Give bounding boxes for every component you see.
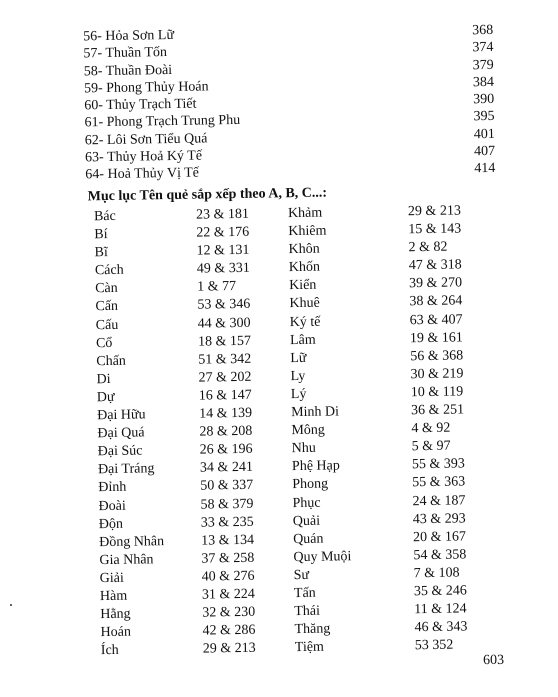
index-name-right: Ký tế <box>289 314 321 330</box>
page-number: 603 <box>482 652 505 669</box>
index-name-right: Minh Di <box>291 404 340 421</box>
toc-entry-title: 56- Hỏa Sơn Lữ <box>83 27 175 45</box>
index-heading: Mục lục Tên quẻ sắp xếp theo A, B, C...: <box>87 185 328 205</box>
index-ref-right: 43 & 293 <box>412 511 466 527</box>
index-name-left: Bí <box>94 227 108 243</box>
index-name-right: Tấn <box>293 585 316 602</box>
index-ref-left: 22 & 176 <box>196 224 250 241</box>
index-ref-left: 53 & 346 <box>197 297 251 314</box>
index-ref-right: 30 & 219 <box>410 366 464 383</box>
index-name-right: Khiêm <box>288 223 327 240</box>
toc-entry-title: 58- Thuần Đoài <box>83 62 173 79</box>
index-name-right: Ly <box>290 368 306 384</box>
toc-entry-page: 395 <box>473 109 495 125</box>
index-name-left: Bĩ <box>94 245 108 261</box>
index-name-right: Tiệm <box>294 639 325 656</box>
index-name-right: Quán <box>293 531 324 547</box>
index-name-left: Cấu <box>95 317 119 333</box>
toc-entry-title: 60- Thủy Trạch Tiết <box>84 96 197 114</box>
toc-entry-title: 62- Lôi Sơn Tiểu Quá <box>84 131 208 149</box>
index-ref-left: 29 & 213 <box>202 640 256 657</box>
index-ref-left: 16 & 147 <box>198 387 252 404</box>
index-name-right: Phục <box>292 495 321 511</box>
index-name-right: Phong <box>292 476 329 493</box>
index-name-left: Hoán <box>100 624 132 641</box>
index-name-left: Gia Nhân <box>99 552 154 568</box>
hexagram-index <box>92 202 499 661</box>
toc-entry-page: 407 <box>473 143 496 160</box>
index-name-left: Di <box>96 371 111 388</box>
index-ref-right: 39 & 270 <box>409 275 463 292</box>
index-ref-left: 32 & 230 <box>202 604 256 621</box>
index-name-left: Cổ <box>95 335 113 351</box>
index-ref-right: 46 & 343 <box>414 619 468 636</box>
index-ref-left: 18 & 157 <box>197 333 252 350</box>
index-ref-right: 38 & 264 <box>409 293 463 310</box>
index-ref-right: 11 & 124 <box>414 601 467 618</box>
index-ref-left: 44 & 300 <box>197 315 251 332</box>
index-name-right: Khuê <box>289 296 320 312</box>
index-ref-left: 12 & 131 <box>196 242 250 259</box>
index-ref-right: 20 & 167 <box>412 529 467 545</box>
index-ref-left: 28 & 208 <box>199 423 253 440</box>
index-name-left: Cách <box>94 263 124 279</box>
toc-entry-page: 401 <box>473 126 495 143</box>
index-name-left: Đại Quá <box>97 425 145 442</box>
index-ref-left: 1 & 77 <box>197 279 237 295</box>
index-name-left: Hằng <box>100 606 131 623</box>
index-name-right: Lâm <box>289 332 316 348</box>
index-name-right: Nhu <box>291 440 316 457</box>
index-ref-right: 55 & 393 <box>411 456 465 473</box>
table-of-contents-list <box>83 22 495 184</box>
index-name-right: Quải <box>292 513 321 529</box>
index-name-left: Đại Súc <box>97 443 143 460</box>
toc-entry-title: 61- Phong Trạch Trung Phu <box>84 113 241 131</box>
index-ref-left: 34 & 241 <box>199 460 254 476</box>
index-ref-right: 29 & 213 <box>407 203 462 220</box>
toc-entry-page: 414 <box>474 161 496 177</box>
toc-entry-page: 379 <box>472 57 494 73</box>
index-name-left: Chấn <box>96 353 126 369</box>
index-ref-right: 10 & 119 <box>410 384 464 401</box>
index-ref-left: 58 & 379 <box>200 496 254 513</box>
index-name-left: Độn <box>98 516 124 532</box>
index-ref-left: 23 & 181 <box>195 206 250 223</box>
index-ref-right: 63 & 407 <box>409 312 463 328</box>
index-ref-right: 55 & 363 <box>412 474 466 491</box>
index-ref-right: 24 & 187 <box>412 492 466 509</box>
index-name-left: Cấn <box>95 299 119 315</box>
toc-entry-title: 64- Hoả Thủy Vị Tế <box>85 165 200 183</box>
index-name-left: Bác <box>93 208 116 225</box>
index-ref-left: 31 & 224 <box>201 586 255 603</box>
index-ref-right: 4 & 92 <box>411 420 451 437</box>
index-name-left: Đại Hữu <box>97 407 146 424</box>
index-ref-left: 33 & 235 <box>200 514 254 531</box>
index-ref-right: 7 & 108 <box>413 565 460 582</box>
toc-entry-page: 384 <box>472 74 495 91</box>
toc-entry-title: 57- Thuần Tốn <box>83 45 168 62</box>
index-ref-left: 14 & 139 <box>199 405 253 422</box>
index-ref-right: 2 & 82 <box>408 239 448 256</box>
toc-entry-page: 390 <box>473 92 495 108</box>
index-name-left: Càn <box>95 281 118 297</box>
index-ref-right: 47 & 318 <box>408 257 462 274</box>
toc-entry-title: 63- Thủy Hoả Ký Tế <box>84 148 203 166</box>
index-ref-left: 13 & 134 <box>201 532 255 549</box>
index-name-right: Khôn <box>288 241 320 258</box>
index-name-right: Phệ Hạp <box>291 458 340 475</box>
index-name-right: Thăng <box>294 621 331 638</box>
index-ref-left: 42 & 286 <box>202 622 256 639</box>
index-ref-left: 27 & 202 <box>198 369 252 386</box>
index-name-left: Đại Tráng <box>97 461 155 478</box>
index-name-left: Dự <box>96 389 115 406</box>
index-ref-right: 36 & 251 <box>411 402 465 419</box>
index-name-right: Sư <box>293 567 310 584</box>
index-name-left: Đoài <box>98 498 126 514</box>
toc-entry-page: 368 <box>472 22 494 39</box>
index-ref-right: 54 & 358 <box>413 547 467 564</box>
index-ref-left: 37 & 258 <box>201 550 255 567</box>
index-name-left: Ích <box>100 643 119 659</box>
index-name-right: Lữ <box>290 350 307 366</box>
index-ref-right: 53 352 <box>414 637 454 654</box>
index-name-left: Đỉnh <box>98 480 127 496</box>
index-ref-right: 56 & 368 <box>410 348 464 365</box>
index-name-right: Thái <box>294 603 321 620</box>
index-ref-right: 35 & 246 <box>413 583 467 600</box>
index-ref-left: 50 & 337 <box>200 478 254 494</box>
index-name-left: Đồng Nhân <box>99 533 165 550</box>
index-name-left: Hàm <box>99 588 128 605</box>
index-ref-left: 51 & 342 <box>198 351 252 368</box>
scan-speck <box>10 604 12 606</box>
index-ref-right: 5 & 97 <box>411 438 451 455</box>
toc-entry-page: 374 <box>472 40 494 56</box>
index-name-right: Khảm <box>287 205 323 222</box>
toc-entry-title: 59- Phong Thủy Hoán <box>83 79 209 97</box>
index-name-right: Khốn <box>288 259 321 276</box>
index-ref-right: 19 & 161 <box>409 330 463 346</box>
index-ref-left: 40 & 276 <box>201 568 255 585</box>
index-name-right: Quy Muội <box>293 549 352 565</box>
index-name-right: Kiển <box>289 278 317 294</box>
index-ref-left: 26 & 196 <box>199 441 253 458</box>
index-ref-right: 15 & 143 <box>408 221 462 238</box>
index-ref-left: 49 & 331 <box>196 261 250 277</box>
index-name-right: Mông <box>291 422 325 439</box>
index-name-right: Lý <box>290 386 307 403</box>
index-name-left: Giải <box>99 570 124 587</box>
